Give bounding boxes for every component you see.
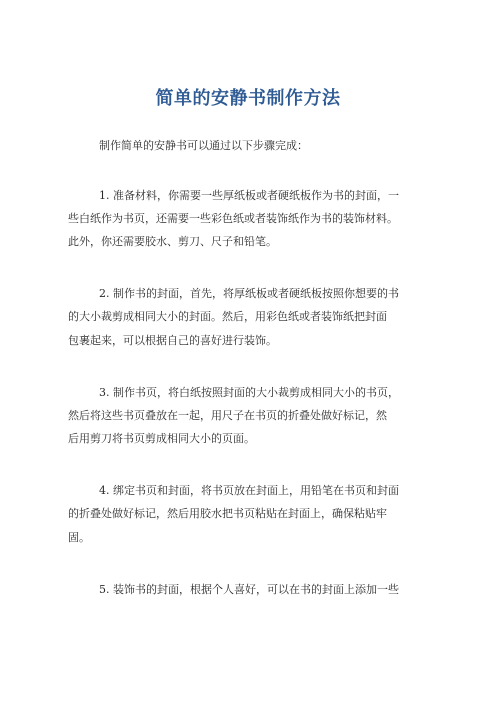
step-3-line-1: 3. 制作书页，将白纸按照封面的大小裁剪成相同大小的书页， (99, 386, 399, 399)
step-3-line-3: 后用剪刀将书页剪成相同大小的页面。 (68, 432, 255, 445)
step-1-line-3: 此外，你还需要胶水、剪刀、尺子和铅笔。 (68, 235, 277, 248)
step-4-line-3: 固。 (68, 531, 90, 544)
intro-paragraph: 制作简单的安静书可以通过以下步骤完成： (99, 139, 308, 152)
step-3-line-2: 然后将这些书页叠放在一起，用尺子在书页的折叠处做好标记，然 (68, 409, 387, 422)
step-2-line-3: 包裹起来，可以根据自己的喜好进行装饰。 (68, 334, 277, 347)
step-4-line-2: 的折叠处做好标记，然后用胶水把书页粘贴在封面上，确保粘贴牢 (68, 507, 387, 520)
step-4-line-1: 4. 绑定书页和封面，将书页放在封面上，用铅笔在书页和封面 (99, 484, 399, 497)
step-1-line-2: 些白纸作为书页，还需要一些彩色纸或者装饰纸作为书的装饰材料。 (68, 212, 398, 225)
page-title: 简单的安静书制作方法 (155, 88, 341, 109)
step-2-line-1: 2. 制作书的封面，首先，将厚纸板或者硬纸板按照你想要的书 (99, 287, 399, 300)
step-5-line-1: 5. 装饰书的封面，根据个人喜好，可以在书的封面上添加一些 (99, 583, 399, 596)
step-1-line-1: 1. 准备材料，你需要一些厚纸板或者硬纸板作为书的封面，一 (99, 189, 399, 202)
step-2-line-2: 的大小裁剪成相同大小的封面。然后，用彩色纸或者装饰纸把封面 (68, 310, 387, 323)
